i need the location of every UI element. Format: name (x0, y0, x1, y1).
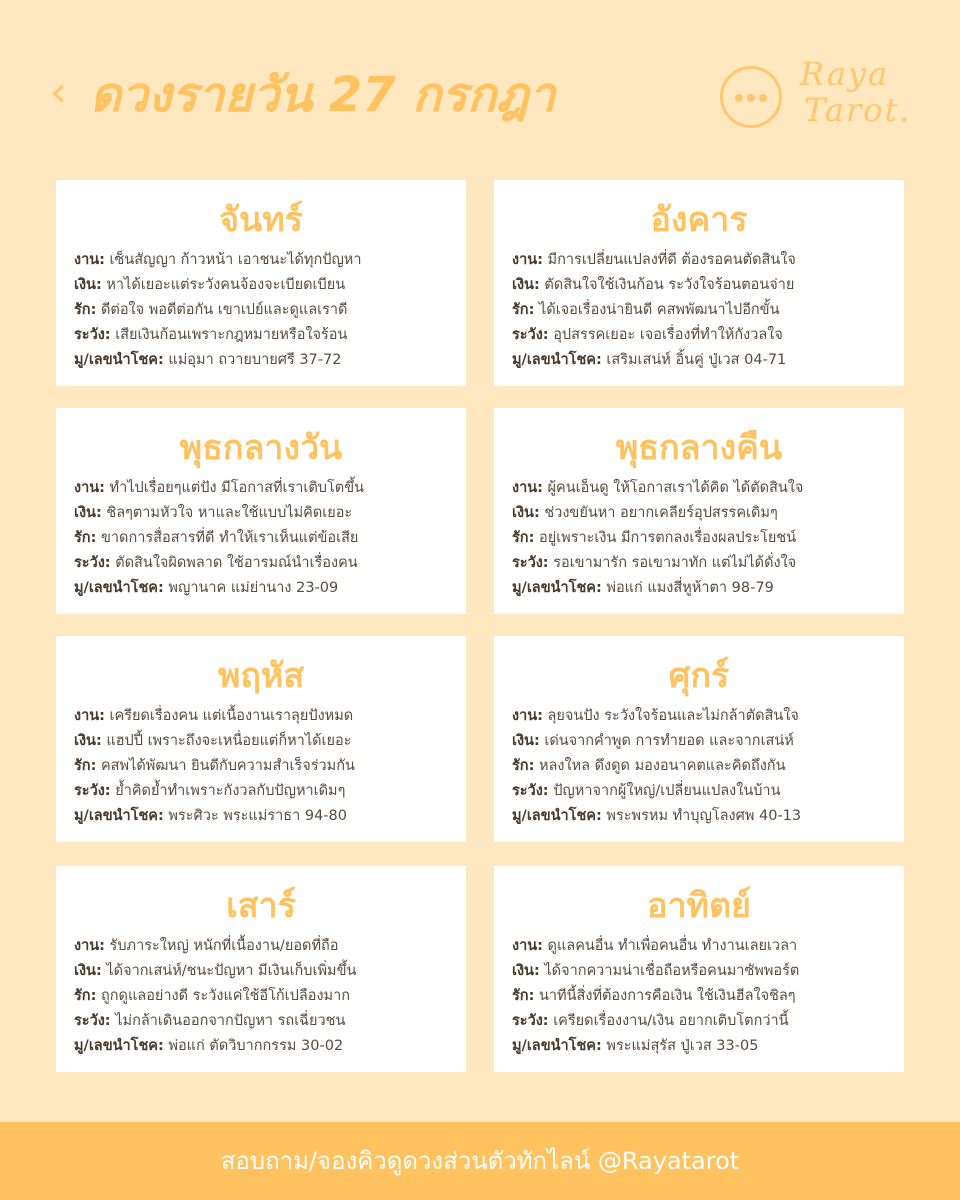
money-label: เงิน: (74, 277, 102, 293)
caution-row (512, 323, 886, 348)
logo-line-1: Raya (800, 55, 890, 93)
work-row (74, 704, 448, 729)
love-row (512, 754, 886, 779)
caution-text: ปัญหาจากผู้ใหญ่/เปลี่ยนแปลงในบ้าน (553, 783, 781, 799)
work-row (512, 476, 886, 501)
money-row (74, 729, 448, 754)
lucky-text: เสริมเสน่ห์ อิ้นคู่ ปู่เวส 04-71 (606, 352, 787, 368)
work-row (512, 934, 886, 959)
day-card-thursday (56, 636, 466, 842)
day-card-tuesday (494, 180, 904, 386)
caution-row (74, 551, 448, 576)
money-label: เงิน: (512, 505, 540, 521)
lucky-label: มู/เลขนำโชค: (512, 808, 602, 824)
day-card-sunday (494, 866, 904, 1072)
day-title: พุธกลางวัน (179, 428, 343, 468)
day-card-saturday (56, 866, 466, 1072)
work-label: งาน: (74, 480, 105, 496)
money-row (512, 501, 886, 526)
love-label: รัก: (74, 758, 97, 774)
caution-text: เครียดเรื่องงาน/เงิน อยากเติบโตกว่านี้ (553, 1013, 789, 1029)
caution-row (74, 323, 448, 348)
caution-text: อุปสรรคเยอะ เจอเรื่องที่ทำให้กังวลใจ (553, 327, 783, 343)
love-row (512, 984, 886, 1009)
day-title: อาทิตย์ (647, 886, 751, 926)
caution-label: ระวัง: (74, 555, 111, 571)
love-label: รัก: (74, 302, 97, 318)
work-row (74, 248, 448, 273)
day-title: จันทร์ (219, 200, 303, 240)
lucky-label: มู/เลขนำโชค: (74, 580, 164, 596)
work-text: มีการเปลี่ยนแปลงที่ดี ต้องรอคนตัดสินใจ (547, 252, 796, 268)
money-label: เงิน: (512, 277, 540, 293)
love-text: ได้เจอเรื่องน่ายินดี คสพพัฒนาไปอีกขั้น (538, 302, 780, 318)
money-row (74, 501, 448, 526)
money-row (74, 959, 448, 984)
money-text: ได้จากความน่าเชื่อถือหรือคนมาซัพพอร์ต (544, 963, 800, 979)
lucky-row (512, 576, 886, 601)
lucky-label: มู/เลขนำโชค: (512, 580, 602, 596)
money-row (512, 959, 886, 984)
work-row (512, 248, 886, 273)
brand-logo (800, 56, 920, 128)
caution-text: รอเขามารัก รอเขามาทัก แต่ไม่ได้ดั่งใจ (553, 555, 797, 571)
love-label: รัก: (512, 988, 535, 1004)
money-text: แฮปปี้ เพราะถึงจะเหนื่อยแต่ก็หาได้เยอะ (106, 733, 352, 749)
lucky-label: มู/เลขนำโชค: (74, 352, 164, 368)
money-row (512, 729, 886, 754)
contact-line-link[interactable]: สอบถาม/จองคิวดูดวงส่วนตัวทักไลน์ @Rayatarot (220, 1147, 740, 1175)
work-text: ผู้คนเอ็นดู ให้โอกาสเราได้คิด ได้ตัดสินใจ (547, 480, 804, 496)
day-title: อังคาร (650, 200, 748, 240)
caution-row (512, 1009, 886, 1034)
caution-row (74, 1009, 448, 1034)
work-text: เซ็นสัญญา ก้าวหน้า เอาชนะได้ทุกปัญหา (109, 252, 362, 268)
lucky-row (74, 804, 448, 829)
caution-label: ระวัง: (512, 327, 549, 343)
caution-label: ระวัง: (74, 1013, 111, 1029)
money-text: ตัดสินใจใช้เงินก้อน ระวังใจร้อนตอนจ่าย (544, 277, 795, 293)
day-card-wednesday-night (494, 408, 904, 614)
love-label: รัก: (74, 988, 97, 1004)
love-label: รัก: (74, 530, 97, 546)
love-text: ถูกดูแลอย่างดี ระวังแค่ใช้อีโก้เปลืองมาก (100, 988, 350, 1004)
page-title: ดวงรายวัน 27 กรกฎา (90, 67, 556, 123)
logo-line-2: Tarot. (804, 91, 912, 129)
lucky-label: มู/เลขนำโชค: (74, 1038, 164, 1054)
money-text: เด่นจากคำพูด การทำยอด และจากเสน่ห์ (544, 733, 794, 749)
work-row (512, 704, 886, 729)
caution-label: ระวัง: (74, 783, 111, 799)
work-label: งาน: (512, 252, 543, 268)
money-row (512, 273, 886, 298)
lucky-row (512, 348, 886, 373)
love-row (74, 298, 448, 323)
day-title: ศุกร์ (668, 656, 730, 696)
work-text: รับภาระใหญ่ หนักที่เนื้องาน/ยอดที่ถือ (109, 938, 339, 954)
money-label: เงิน: (74, 505, 102, 521)
lucky-text: พ่อแก่ แมงสี่หูห้าตา 98-79 (606, 580, 774, 596)
lucky-text: แม่อุมา ถวายบายศรี 37-72 (168, 352, 342, 368)
lucky-row (512, 804, 886, 829)
caution-label: ระวัง: (512, 783, 549, 799)
caution-text: ตัดสินใจผิดพลาด ใช้อารมณ์นำเรื่องคน (115, 555, 358, 571)
caution-label: ระวัง: (74, 327, 111, 343)
work-text: เครียดเรื่องคน แต่เนื้องานเราลุยปังหมด (109, 708, 354, 724)
love-label: รัก: (512, 530, 535, 546)
work-label: งาน: (512, 938, 543, 954)
love-text: อยู่เพราะเงิน มีการตกลงเรื่องผลประโยชน์ (538, 530, 797, 546)
work-label: งาน: (74, 252, 105, 268)
footer-banner (0, 1122, 960, 1200)
caution-text: ไม่กล้าเดินออกจากปัญหา รถเฉี่ยวชน (115, 1013, 346, 1029)
speech-bubble-dots-icon (720, 66, 782, 128)
day-card-wednesday-day (56, 408, 466, 614)
caution-row (74, 779, 448, 804)
lucky-label: มู/เลขนำโชค: (512, 1038, 602, 1054)
money-text: หาได้เยอะแต่ระวังคนจ้องจะเบียดเบียน (106, 277, 346, 293)
money-label: เงิน: (512, 733, 540, 749)
lucky-row (74, 348, 448, 373)
lucky-row (74, 1034, 448, 1059)
love-row (74, 754, 448, 779)
money-text: ชิลๆตามหัวใจ หาและใช้แบบไม่คิดเยอะ (106, 505, 353, 521)
lucky-text: พระศิวะ พระแม่ราธา 94-80 (168, 808, 347, 824)
love-text: หลงใหล ดึงดูด มองอนาคตและคิดถึงกัน (538, 758, 786, 774)
day-title: พุธกลางคืน (615, 428, 783, 468)
money-row (74, 273, 448, 298)
love-text: นาทีนี้สิ่งที่ต้องการคือเงิน ใช้เงินฮีลใจชิลๆ (538, 988, 796, 1004)
lucky-label: มู/เลขนำโชค: (74, 808, 164, 824)
love-label: รัก: (512, 302, 535, 318)
lucky-row (512, 1034, 886, 1059)
chevron-left-icon[interactable]: ‹ (50, 67, 67, 116)
love-label: รัก: (512, 758, 535, 774)
love-text: ดีต่อใจ พอดีต่อกัน เขาเปย์และดูแลเราดี (100, 302, 348, 318)
work-label: งาน: (512, 708, 543, 724)
lucky-text: พ่อแก่ ตัดวิบากกรรม 30-02 (168, 1038, 344, 1054)
love-row (74, 984, 448, 1009)
lucky-text: พระแม่สุรัส ปู่เวส 33-05 (606, 1038, 759, 1054)
work-row (74, 476, 448, 501)
money-text: ได้จากเสน่ห์/ชนะปัญหา มีเงินเก็บเพิ่มขึ้น (106, 963, 357, 979)
header (0, 0, 960, 180)
lucky-text: พญานาค แม่ย่านาง 23-09 (168, 580, 339, 596)
work-text: ดูแลคนอื่น ทำเพื่อคนอื่น ทำงานเลยเวลา (547, 938, 798, 954)
work-text: ทำไปเรื่อยๆแต่ปัง มีโอกาสที่เราเติบโตขึ้น (109, 480, 365, 496)
caution-row (512, 779, 886, 804)
lucky-label: มู/เลขนำโชค: (512, 352, 602, 368)
caution-text: ย้ำคิดย้ำทำเพราะกังวลกับปัญหาเดิมๆ (115, 783, 346, 799)
love-text: ขาดการสื่อสารที่ดี ทำให้เราเห็นแต่ข้อเสีย (100, 530, 359, 546)
day-card-monday (56, 180, 466, 386)
love-row (512, 526, 886, 551)
work-row (74, 934, 448, 959)
caution-label: ระวัง: (512, 1013, 549, 1029)
money-label: เงิน: (74, 733, 102, 749)
caution-text: เสียเงินก้อนเพราะกฎหมายหรือใจร้อน (115, 327, 348, 343)
work-label: งาน: (74, 938, 105, 954)
day-card-friday (494, 636, 904, 842)
caution-label: ระวัง: (512, 555, 549, 571)
lucky-text: พระพรหม ทำบุญโลงศพ 40-13 (606, 808, 802, 824)
day-title: เสาร์ (226, 886, 296, 926)
money-text: ช่วงขยันหา อยากเคลียร์อุปสรรคเดิมๆ (544, 505, 778, 521)
caution-row (512, 551, 886, 576)
day-title: พฤหัส (217, 656, 305, 696)
work-label: งาน: (74, 708, 105, 724)
work-label: งาน: (512, 480, 543, 496)
money-label: เงิน: (74, 963, 102, 979)
love-row (74, 526, 448, 551)
love-text: คสพได้พัฒนา ยินดีกับความสำเร็จร่วมกัน (100, 758, 355, 774)
love-row (512, 298, 886, 323)
money-label: เงิน: (512, 963, 540, 979)
lucky-row (74, 576, 448, 601)
work-text: ลุยจนปัง ระวังใจร้อนและไม่กล้าตัดสินใจ (547, 708, 799, 724)
